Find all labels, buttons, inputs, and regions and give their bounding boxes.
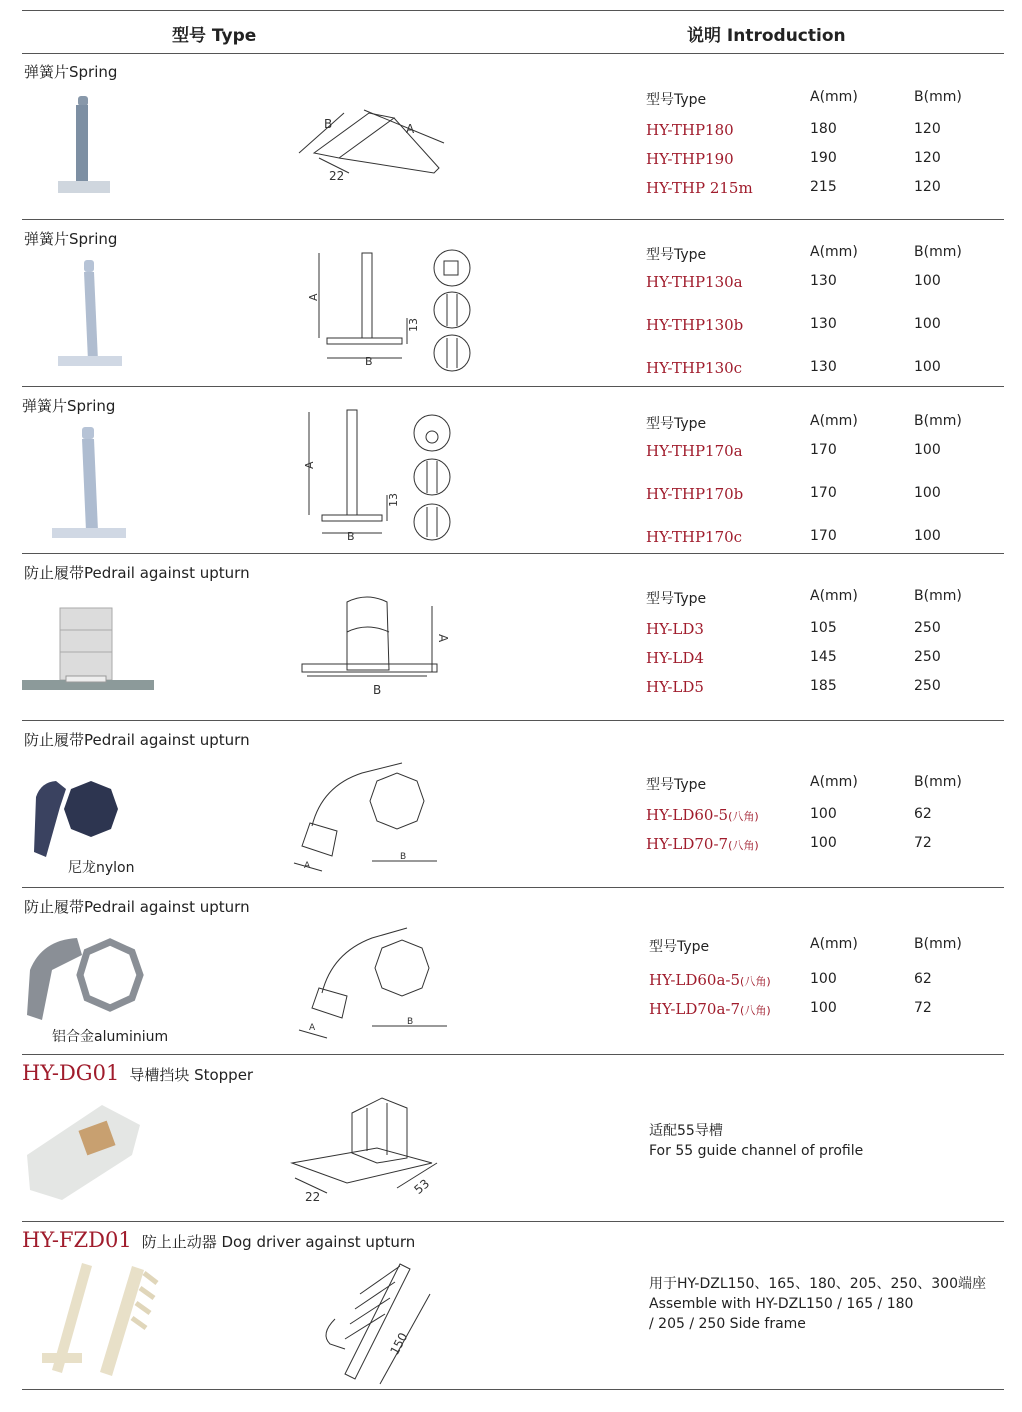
- col-b: B(mm): [914, 244, 962, 260]
- b-value: 62: [914, 971, 932, 987]
- nylon-pedrail-drawing: [292, 751, 442, 881]
- spring-drawing: [294, 98, 464, 193]
- col-type: 型号Type: [646, 777, 707, 793]
- b-value: 120: [914, 179, 941, 195]
- model-code: HY-FZD01: [22, 1228, 132, 1252]
- dim-b-label: B: [365, 355, 373, 368]
- section-title: 弹簧片Spring: [24, 63, 118, 81]
- section-title: 防止履带Pedrail against upturn: [24, 898, 250, 916]
- section-spring-thp180: [22, 53, 1004, 220]
- a-value: 170: [810, 442, 837, 458]
- desc-line: / 205 / 250 Side frame: [649, 1316, 806, 1332]
- a-value: 100: [810, 806, 837, 822]
- section-pedrail-ld: [22, 554, 1004, 721]
- model-code: HY-THP190: [646, 150, 734, 168]
- section-title: 弹簧片Spring: [22, 397, 116, 415]
- spring-drawing: [303, 407, 477, 543]
- dim-a-label: A: [309, 1023, 316, 1033]
- b-value: 72: [914, 1000, 932, 1016]
- col-a: A(mm): [810, 244, 858, 260]
- spring-photo: [54, 91, 114, 201]
- octagon-suffix: (八角): [728, 810, 759, 823]
- a-value: 170: [810, 528, 837, 544]
- section-title: 防上止动器 Dog driver against upturn: [141, 1233, 416, 1251]
- col-a: A(mm): [810, 588, 858, 604]
- model-code: HY-THP170b: [646, 485, 744, 503]
- dim-150-label: 150: [387, 1330, 411, 1358]
- a-value: 180: [810, 121, 837, 137]
- octagon-suffix: (八角): [728, 839, 759, 852]
- col-b: B(mm): [914, 936, 962, 952]
- col-type: 型号Type: [646, 247, 707, 263]
- aluminium-pedrail-drawing: [297, 918, 447, 1043]
- col-a: A(mm): [810, 89, 858, 105]
- dog-driver-description: [649, 1274, 986, 1334]
- a-value: 190: [810, 150, 837, 166]
- model-code: HY-LD5: [646, 678, 704, 696]
- nylon-pedrail-photo: [26, 767, 136, 867]
- col-type: 型号Type: [646, 416, 707, 432]
- dim-13-label: 13: [407, 318, 420, 332]
- stopper-drawing: [287, 1093, 457, 1203]
- col-a: A(mm): [810, 774, 858, 790]
- section-title: 防止履带Pedrail against upturn: [24, 731, 250, 749]
- b-value: 72: [914, 835, 932, 851]
- a-value: 185: [810, 678, 837, 694]
- dim-a-label: A: [304, 861, 311, 871]
- section-spring-thp170: [22, 387, 1004, 554]
- a-value: 130: [810, 273, 837, 289]
- col-type: 型号Type: [646, 92, 707, 108]
- pedrail-drawing: [297, 592, 467, 702]
- octagon-suffix: (八角): [740, 1004, 771, 1017]
- dim-b-label: B: [347, 530, 355, 543]
- col-b: B(mm): [914, 588, 962, 604]
- b-value: 100: [914, 485, 941, 501]
- section-spring-thp130: [22, 220, 1004, 387]
- dim-b-label: B: [400, 852, 407, 862]
- section-title: 防止履带Pedrail against upturn: [24, 564, 250, 582]
- col-b: B(mm): [914, 413, 962, 429]
- material-caption: 尼龙nylon: [68, 860, 135, 876]
- spring-photo: [54, 256, 124, 371]
- a-value: 130: [810, 316, 837, 332]
- section-title: 弹簧片Spring: [24, 230, 118, 248]
- model-code: HY-THP130a: [646, 273, 743, 291]
- dim-22-label: 22: [305, 1190, 321, 1204]
- aluminium-pedrail-photo: [22, 930, 152, 1030]
- model-code: HY-LD3: [646, 620, 704, 638]
- a-value: 215: [810, 179, 837, 195]
- dim-b-label: B: [407, 1017, 414, 1027]
- model-code: HY-THP130c: [646, 359, 743, 377]
- dog-driver-photo: [32, 1258, 162, 1383]
- b-value: 100: [914, 316, 941, 332]
- dog-driver-drawing: [300, 1254, 450, 1389]
- desc-line: 用于HY-DZL150、165、180、205、250、300端座: [649, 1276, 986, 1292]
- a-value: 105: [810, 620, 837, 636]
- b-value: 100: [914, 442, 941, 458]
- dim-13-label: 13: [387, 493, 400, 507]
- b-value: 120: [914, 121, 941, 137]
- dim-53-label: 53: [411, 1176, 433, 1197]
- b-value: 250: [914, 620, 941, 636]
- octagon-suffix: (八角): [740, 975, 771, 988]
- dim-a-label: A: [307, 293, 320, 301]
- b-value: 120: [914, 150, 941, 166]
- dim-a-label: A: [406, 122, 415, 136]
- material-caption: 铝合金aluminium: [52, 1029, 169, 1045]
- model-code: HY-THP130b: [646, 316, 744, 334]
- table-header: [22, 10, 1004, 54]
- a-value: 100: [810, 1000, 837, 1016]
- col-b: B(mm): [914, 774, 962, 790]
- section-dog-driver: [22, 1222, 1004, 1390]
- col-a: A(mm): [810, 936, 858, 952]
- dim-b-label: B: [324, 117, 333, 131]
- spring-drawing: [307, 248, 477, 368]
- b-value: 100: [914, 359, 941, 375]
- model-code: HY-DG01: [22, 1061, 120, 1085]
- section-title: 导槽挡块 Stopper: [129, 1066, 254, 1084]
- a-value: 145: [810, 649, 837, 665]
- model-code: HY-LD60-5: [646, 806, 729, 824]
- section-stopper: [22, 1055, 1004, 1222]
- model-code: HY-THP170a: [646, 442, 743, 460]
- type-column-header: 型号 Type: [172, 26, 257, 46]
- a-value: 100: [810, 971, 837, 987]
- intro-column-header: 说明 Introduction: [687, 26, 846, 46]
- model-code: HY-LD4: [646, 649, 704, 667]
- col-type: 型号Type: [649, 939, 710, 955]
- model-code: HY-LD60a-5: [649, 971, 741, 989]
- b-value: 62: [914, 806, 932, 822]
- model-code: HY-THP180: [646, 121, 734, 139]
- dim-b-label: B: [373, 683, 382, 697]
- dim-22-label: 22: [329, 169, 345, 183]
- pedrail-photo: [22, 600, 157, 700]
- desc-line: 适配55导槽: [649, 1123, 723, 1139]
- b-value: 100: [914, 528, 941, 544]
- b-value: 100: [914, 273, 941, 289]
- a-value: 100: [810, 835, 837, 851]
- col-a: A(mm): [810, 413, 858, 429]
- b-value: 250: [914, 649, 941, 665]
- spring-photo: [50, 423, 130, 543]
- desc-line: Assemble with HY-DZL150 / 165 / 180: [649, 1296, 914, 1312]
- dim-a-label: A: [303, 461, 316, 469]
- desc-line: For 55 guide channel of profile: [649, 1143, 864, 1159]
- model-code: HY-LD70a-7: [649, 1000, 741, 1018]
- model-code: HY-LD70-7: [646, 835, 729, 853]
- stopper-photo: [22, 1095, 147, 1205]
- a-value: 130: [810, 359, 837, 375]
- section-pedrail-aluminium: [22, 888, 1004, 1055]
- a-value: 170: [810, 485, 837, 501]
- section-pedrail-nylon: [22, 721, 1004, 888]
- stopper-description: [649, 1121, 863, 1161]
- col-type: 型号Type: [646, 591, 707, 607]
- model-code: HY-THP 215m: [646, 179, 753, 197]
- dim-a-label: A: [436, 634, 450, 643]
- model-code: HY-THP170c: [646, 528, 743, 546]
- b-value: 250: [914, 678, 941, 694]
- col-b: B(mm): [914, 89, 962, 105]
